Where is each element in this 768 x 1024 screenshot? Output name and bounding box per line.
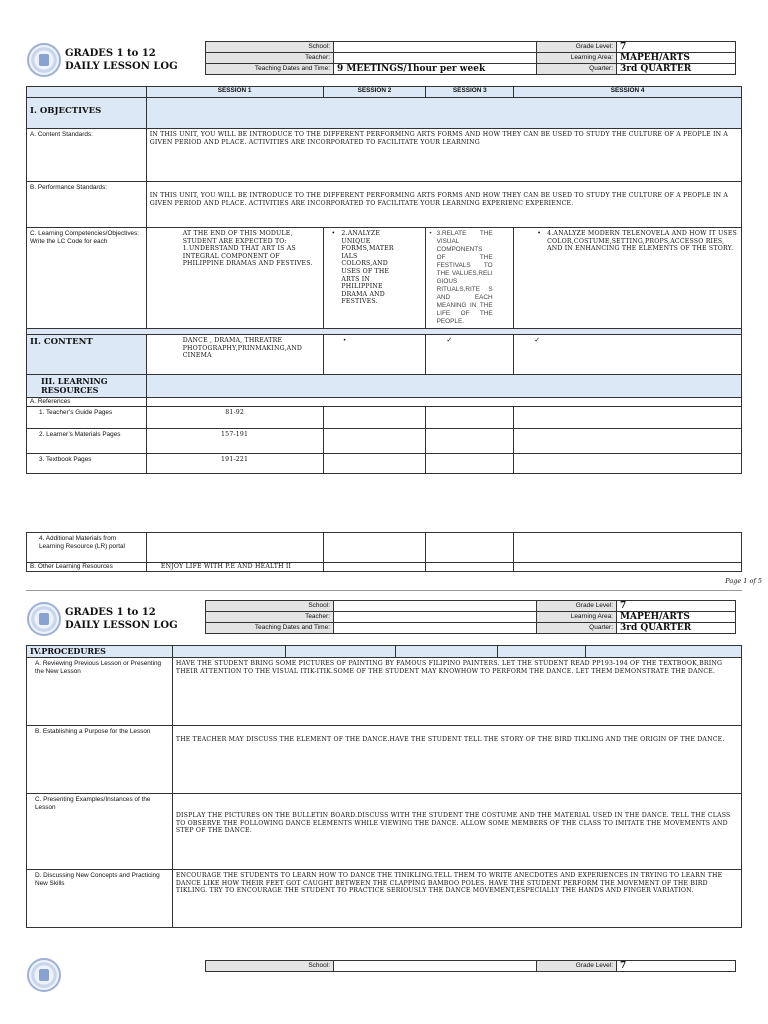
competency-session2-text: 2.ANALYZE UNIQUE FORMS,MATER IALS COLORS,AND USES OF THE ARTS IN PHILIPPINE DRAMA AND FESTIVES.: [341, 230, 394, 306]
competency-session1: AT THE END OF THIS MODULE, STUDENT ARE EXPECTED TO: 1.UNDERSTAND THAT ART IS AS INTEGRAL COMPONENT OF PHILIPPINE DRAMAS AND FESTIVES.: [146, 228, 323, 329]
teaching-dates-field-2[interactable]: [334, 623, 537, 634]
content-standards-text: IN THIS UNIT, YOU WILL BE INTRODUCE TO THE DIFFERENT PERFORMING ARTS FORMS AND HOW THEY CAN BE USED TO STUDY THE CULTURE OF A PEOPLE IN A GIVEN PERIOD AND PLACE. ACTIVITIES ARE INCORPORATED TO FACILITATE YOUR LEARNING: [146, 129, 741, 182]
deped-seal-logo-3: [27, 958, 61, 992]
school-field-2[interactable]: [334, 601, 537, 612]
tg-s2: [323, 407, 426, 429]
teacher-field[interactable]: [334, 53, 537, 64]
procedures-heading: IV.PROCEDURES: [27, 646, 173, 658]
page-divider: [26, 590, 742, 591]
lesson-log-table: [26, 86, 742, 474]
school-field[interactable]: [334, 42, 537, 53]
proc-h1: [172, 646, 285, 658]
competency-session3-text: 3.RELATE THE VISUAL COMPONENTS OF THE FESTIVALS TO THE VALUES,RELI GIOUS RITUALS,RITE S AND EACH MEANING IN THE LIFE OF THE PEOPLE.: [436, 230, 493, 325]
teaching-dates-label: Teaching Dates and Time:: [206, 64, 334, 75]
or-s4: [514, 563, 742, 572]
references-blank: [146, 398, 741, 407]
school-label-3: School:: [206, 961, 334, 972]
reviewing-lesson-label: A. Reviewing Previous Lesson or Presenting the New Lesson: [27, 658, 173, 726]
learning-area-value-2: MAPEH/ARTS: [617, 612, 736, 623]
form-title-2-line2: DAILY LESSON LOG: [65, 620, 178, 631]
form-title-line1: GRADES 1 to 12: [65, 48, 156, 59]
competency-session4-text: 4.ANALYZE MODERN TELENOVELA AND HOW IT USES COLOR,COSTUME,SETTING,PROPS,ACCESSO RIES, AND IN ENHANCING THE ELEMENTS OF THE STORY.: [547, 230, 737, 253]
procedures-table: [26, 645, 742, 928]
discussing-concepts-label: D. Discussing New Concepts and Practicing New Skills: [27, 870, 173, 928]
school-field-3[interactable]: [334, 961, 537, 972]
am-s1: [146, 533, 323, 563]
content-session4: ✓: [514, 335, 742, 375]
form-title-2: [65, 606, 178, 632]
textbook-label: 3. Textbook Pages: [27, 454, 147, 474]
am-s3: [426, 533, 514, 563]
presenting-examples-text: DISPLAY THE PICTURES ON THE BULLETIN BOARD.DISCUSS WITH THE STUDENT THE COSTUME AND THE MATERIAL USED IN THE DANCE. TELL THE CLASS TO OBSERVE THE FOLLOWING DANCE ELEMENTS WHILE VIEWING THE DANCE. ALLOW SOME MEMBERS OF THE CLASS TO IMITATE THE MOVEMENTS AND STEP OF THE DANCE.: [172, 794, 741, 870]
objectives-heading: I. OBJECTIVES: [27, 98, 147, 129]
teaching-dates-value: 9 MEETINGS/1hour per week: [334, 64, 537, 75]
lesson-log-table-continued: [26, 532, 742, 572]
form-title-line2: DAILY LESSON LOG: [65, 61, 178, 72]
competencies-label: C. Learning Competencies/Objectives: Write the LC Code for each: [27, 228, 147, 329]
tb-s4: [514, 454, 742, 474]
header-info-table-3: [205, 960, 736, 972]
am-s4: [514, 533, 742, 563]
teacher-field-2[interactable]: [334, 612, 537, 623]
grade-level-value-3: 7: [617, 961, 736, 972]
or-s3: [426, 563, 514, 572]
quarter-label: Quarter:: [537, 64, 617, 75]
proc-h5: [586, 646, 742, 658]
performance-standards-label: B. Performance Standards:: [27, 182, 147, 228]
proc-h4: [498, 646, 586, 658]
grade-level-value: 7: [617, 42, 736, 53]
presenting-examples-label: C. Presenting Examples/Instances of the Lesson: [27, 794, 173, 870]
session2-header: SESSION 2: [323, 87, 426, 98]
textbook-pages: 191-221: [146, 454, 323, 474]
header-info-table: [205, 41, 736, 75]
school-label-2: School:: [206, 601, 334, 612]
header-info-table-2: [205, 600, 736, 634]
competency-session4: • 4.ANALYZE MODERN TELENOVELA AND HOW IT USES COLOR,COSTUME,SETTING,PROPS,ACCESSO RIES, AND IN ENHANCING THE ELEMENTS OF THE STORY.: [514, 228, 742, 329]
establishing-purpose-text: THE TEACHER MAY DISCUSS THE ELEMENT OF THE DANCE.HAVE THE STUDENT TELL THE STORY OF THE BIRD TIKLING AND THE ORIGIN OF THE DANCE.: [172, 726, 741, 794]
quarter-label-2: Quarter:: [537, 623, 617, 634]
session1-header: SESSION 1: [146, 87, 323, 98]
session4-header: SESSION 4: [514, 87, 742, 98]
lm-s2: [323, 429, 426, 454]
content-standards-label: A. Content Standards:: [27, 129, 147, 182]
school-label: School:: [206, 42, 334, 53]
tb-s2: [323, 454, 426, 474]
discussing-concepts-text: ENCOURAGE THE STUDENTS TO LEARN HOW TO DANCE THE TINIKLING.TELL THEM TO WRITE ANECDOTES AND EXPERIENCES IN TRYING TO LEARN THE DANCE LIKE HOW THEIR FEET GOT CAUGHT BETWEEN THE CLAPPING BAMBOO POLES. HAVE THE STUDENT PERFORM THE MOVEMENT OF THE BIRD TIKLING. TRY TO ENCOURAGE THE STUDENT TO PRACTICE SERIOUSLY THE DANCE MOVEMENT,ESPECIALLY THE HANDS AND FINGER VARIATION.: [172, 870, 741, 928]
blank-corner-cell: [27, 87, 147, 98]
am-s2: [323, 533, 426, 563]
proc-h2: [285, 646, 395, 658]
teacher-label: Teacher:: [206, 53, 334, 64]
form-title: [65, 47, 178, 73]
tb-s3: [426, 454, 514, 474]
page-number: Page 1 of 5: [725, 577, 762, 585]
deped-seal-logo: [27, 43, 61, 77]
session3-header: SESSION 3: [426, 87, 514, 98]
tg-s4: [514, 407, 742, 429]
teaching-dates-label-2: Teaching Dates and Time:: [206, 623, 334, 634]
or-s2: [323, 563, 426, 572]
quarter-value-2: 3rd QUARTER: [617, 623, 736, 634]
establishing-purpose-label: B. Establishing a Purpose for the Lesson: [27, 726, 173, 794]
learning-area-label-2: Learning Area:: [537, 612, 617, 623]
teacher-label-2: Teacher:: [206, 612, 334, 623]
content-session1: DANCE , DRAMA, THREATRE PHOTOGRAPHY,PRINMAKING,AND CINEMA: [146, 335, 323, 375]
teachers-guide-pages: 81-92: [146, 407, 323, 429]
additional-materials-label: 4. Additional Materials from Learning Resource (LR) portal: [27, 533, 147, 563]
deped-seal-logo-2: [27, 602, 61, 636]
performance-standards-text: IN THIS UNIT, YOU WILL BE INTRODUCE TO THE DIFFERENT PERFORMING ARTS FORMS AND HOW THEY CAN BE USED TO STUDY THE CULTURE OF A PEOPLE IN A GIVEN PERIOD AND PLACE. ACTIVITIES ARE INCORPORATED TO FACILITATE YOUR LEARNING EXPERIENC EXPERIENCE.: [146, 182, 741, 228]
lm-s3: [426, 429, 514, 454]
content-session2: •: [323, 335, 426, 375]
other-resources-label: B. Other Learning Resources: [27, 563, 147, 572]
tg-s3: [426, 407, 514, 429]
learning-resources-heading: III. LEARNING RESOURCES: [27, 375, 147, 398]
competency-session3: • 3.RELATE THE VISUAL COMPONENTS OF THE FESTIVALS TO THE VALUES,RELI GIOUS RITUALS,RITE S AND EACH MEANING IN THE LIFE OF THE PEOPLE.: [426, 228, 514, 329]
grade-level-label-2: Grade Level:: [537, 601, 617, 612]
learning-area-label: Learning Area:: [537, 53, 617, 64]
proc-h3: [395, 646, 498, 658]
grade-level-label-3: Grade Level:: [537, 961, 617, 972]
content-session3: ✓: [426, 335, 514, 375]
objectives-shade: [146, 98, 741, 129]
form-title-2-line1: GRADES 1 to 12: [65, 607, 156, 618]
reviewing-lesson-text: HAVE THE STUDENT BRING SOME PICTURES OF PAINTING BY FAMOUS FILIPINO PAINTERS. LET THE STUDENT READ PP193-194 OF THE TEXTBOOK,BRING THEIR ATTENTION TO THE VISUAL ITIK-ITIK.SOME OF THE STUDENT MAY KNOWHOW TO PERFORM THE DANCE. LET THEM DEMONSTRATE THE DANCE.: [172, 658, 741, 726]
quarter-value: 3rd QUARTER: [617, 64, 736, 75]
lm-s4: [514, 429, 742, 454]
grade-level-value-2: 7: [617, 601, 736, 612]
content-heading: II. CONTENT: [27, 335, 147, 375]
learners-materials-pages: 157-191: [146, 429, 323, 454]
resources-shade: [146, 375, 741, 398]
learning-area-value: MAPEH/ARTS: [617, 53, 736, 64]
competency-session2: • 2.ANALYZE UNIQUE FORMS,MATER IALS COLORS,AND USES OF THE ARTS IN PHILIPPINE DRAMA AND FESTIVES.: [323, 228, 426, 329]
grade-level-label: Grade Level:: [537, 42, 617, 53]
learners-materials-label: 2. Learner’s Materials Pages: [27, 429, 147, 454]
references-label: A. References: [27, 398, 147, 407]
teachers-guide-label: 1. Teacher’s Guide Pages: [27, 407, 147, 429]
other-resources-session1: ENJOY LIFE WITH P.E AND HEALTH II: [146, 563, 323, 572]
